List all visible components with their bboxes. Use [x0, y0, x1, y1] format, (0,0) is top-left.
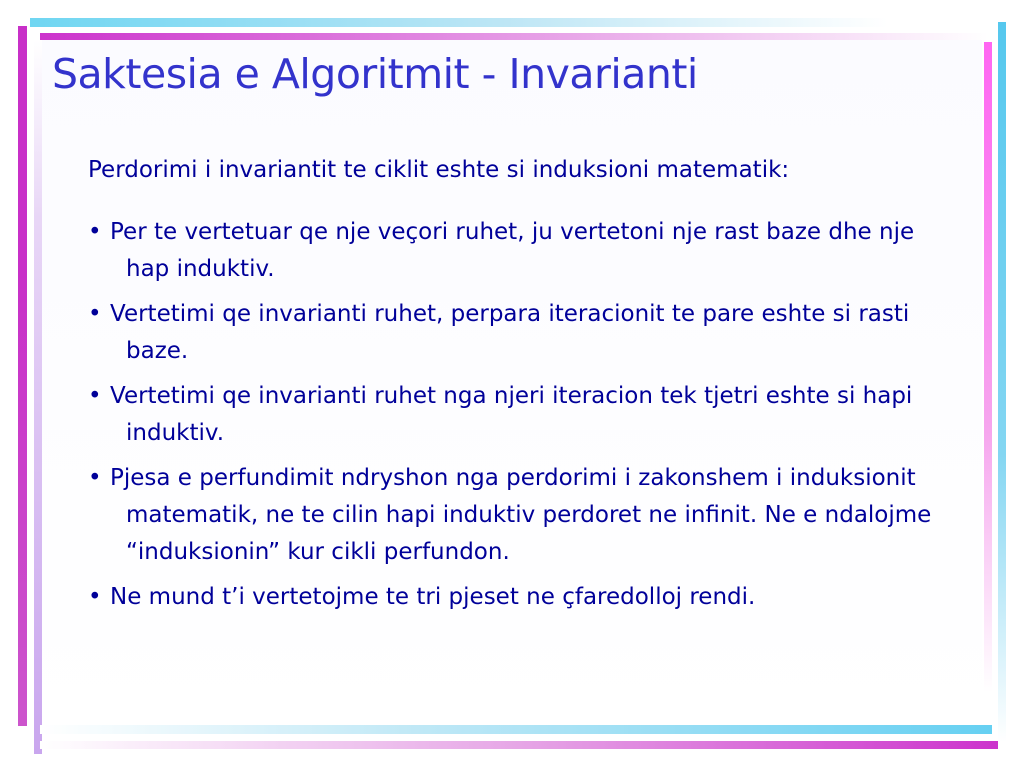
frame-bar-left-lavender: [34, 40, 42, 754]
bullet-text: Per te vertetuar qe nje veçori ruhet, ju vertetoni nje rast baze dhe nje hap induktiv.: [110, 219, 915, 282]
frame-bar-bottom-cyan: [40, 725, 992, 734]
frame-bar-left-magenta: [18, 26, 27, 726]
bullet-list: [88, 214, 948, 616]
bullet-text: Ne mund t’i vertetojme te tri pjeset ne çfaredolloj rendi.: [110, 584, 756, 610]
bullet-text: Vertetimi qe invarianti ruhet, perpara iteracionit te pare eshte si rasti baze.: [110, 301, 910, 364]
bullet-icon: •: [88, 584, 102, 610]
frame-bar-right-magenta: [984, 42, 992, 692]
bullet-text: Pjesa e perfundimit ndryshon nga perdorimi i zakonshem i induksionit matematik, ne te cilin hapi induktiv perdoret ne infinit. Ne e ndalojme “induksionin” kur cikli perfundon.: [110, 465, 932, 565]
frame-bar-bottom-magenta: [40, 741, 998, 749]
bullet-icon: •: [88, 219, 102, 245]
bullet-item: [88, 296, 948, 370]
intro-text: Perdorimi i invariantit te ciklit eshte si induksioni matematik:: [88, 157, 790, 183]
slide-body: [88, 152, 948, 624]
frame-bar-right-cyan: [998, 22, 1006, 742]
bullet-icon: •: [88, 383, 102, 409]
bullet-item: [88, 579, 948, 616]
frame-bar-top-cyan: [30, 18, 888, 27]
frame-bar-top-magenta: [40, 33, 988, 40]
bullet-icon: •: [88, 301, 102, 327]
bullet-item: [88, 378, 948, 452]
bullet-text: Vertetimi qe invarianti ruhet nga njeri iteracion tek tjetri eshte si hapi induktiv.: [110, 383, 913, 446]
bullet-item: [88, 214, 948, 288]
bullet-item: [88, 460, 948, 571]
slide-title: Saktesia e Algoritmit - Invarianti: [52, 50, 698, 98]
bullet-icon: •: [88, 465, 102, 491]
